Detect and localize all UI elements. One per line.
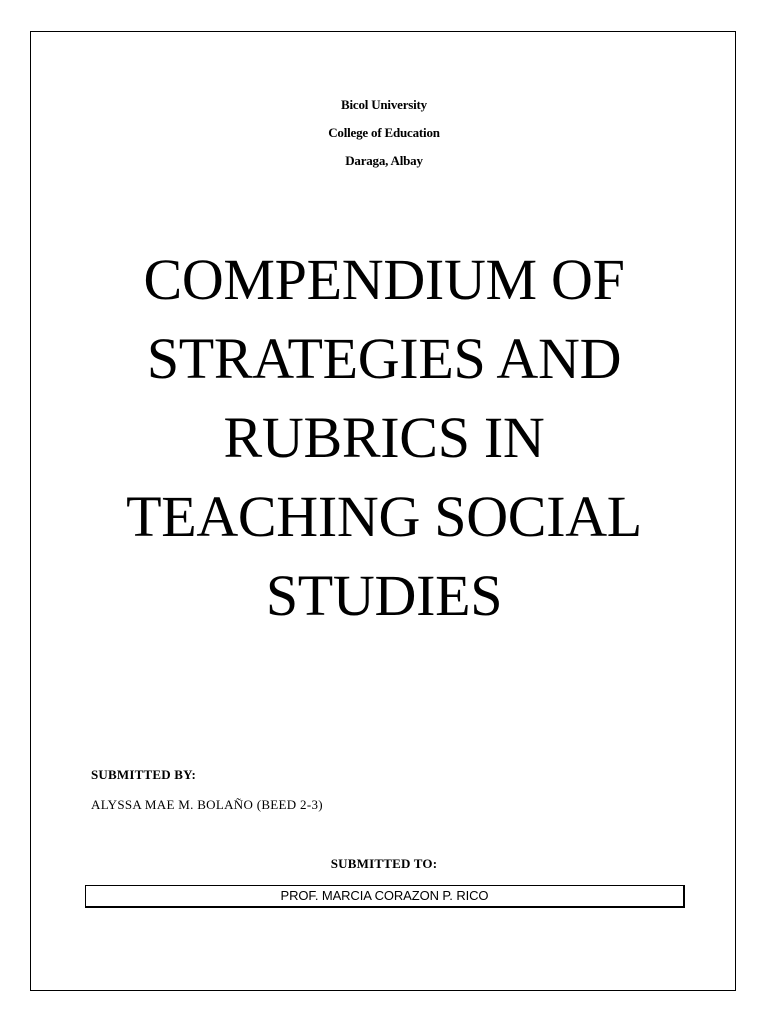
title-line-1: COMPENDIUM OF (143, 247, 625, 312)
institution-header (0, 91, 768, 175)
student-name: ALYSSA MAE M. BOLAÑO (BEED 2-3) (91, 797, 323, 812)
title-line-5: STUDIES (265, 563, 503, 628)
professor-name: PROF. MARCIA CORAZON P. RICO (280, 888, 489, 903)
university-name: Bicol University (341, 97, 427, 112)
college-name: College of Education (328, 125, 440, 140)
title-line-4: TEACHING SOCIAL (126, 484, 642, 549)
title-line-2: STRATEGIES AND (146, 326, 622, 391)
professor-box (85, 885, 685, 908)
title-line-3: RUBRICS IN (223, 405, 545, 470)
submitted-to-label: SUBMITTED TO: (330, 856, 438, 871)
submitted-by-label: SUBMITTED BY: (91, 767, 197, 782)
location: Daraga, Albay (345, 153, 423, 168)
document-title (60, 240, 708, 635)
